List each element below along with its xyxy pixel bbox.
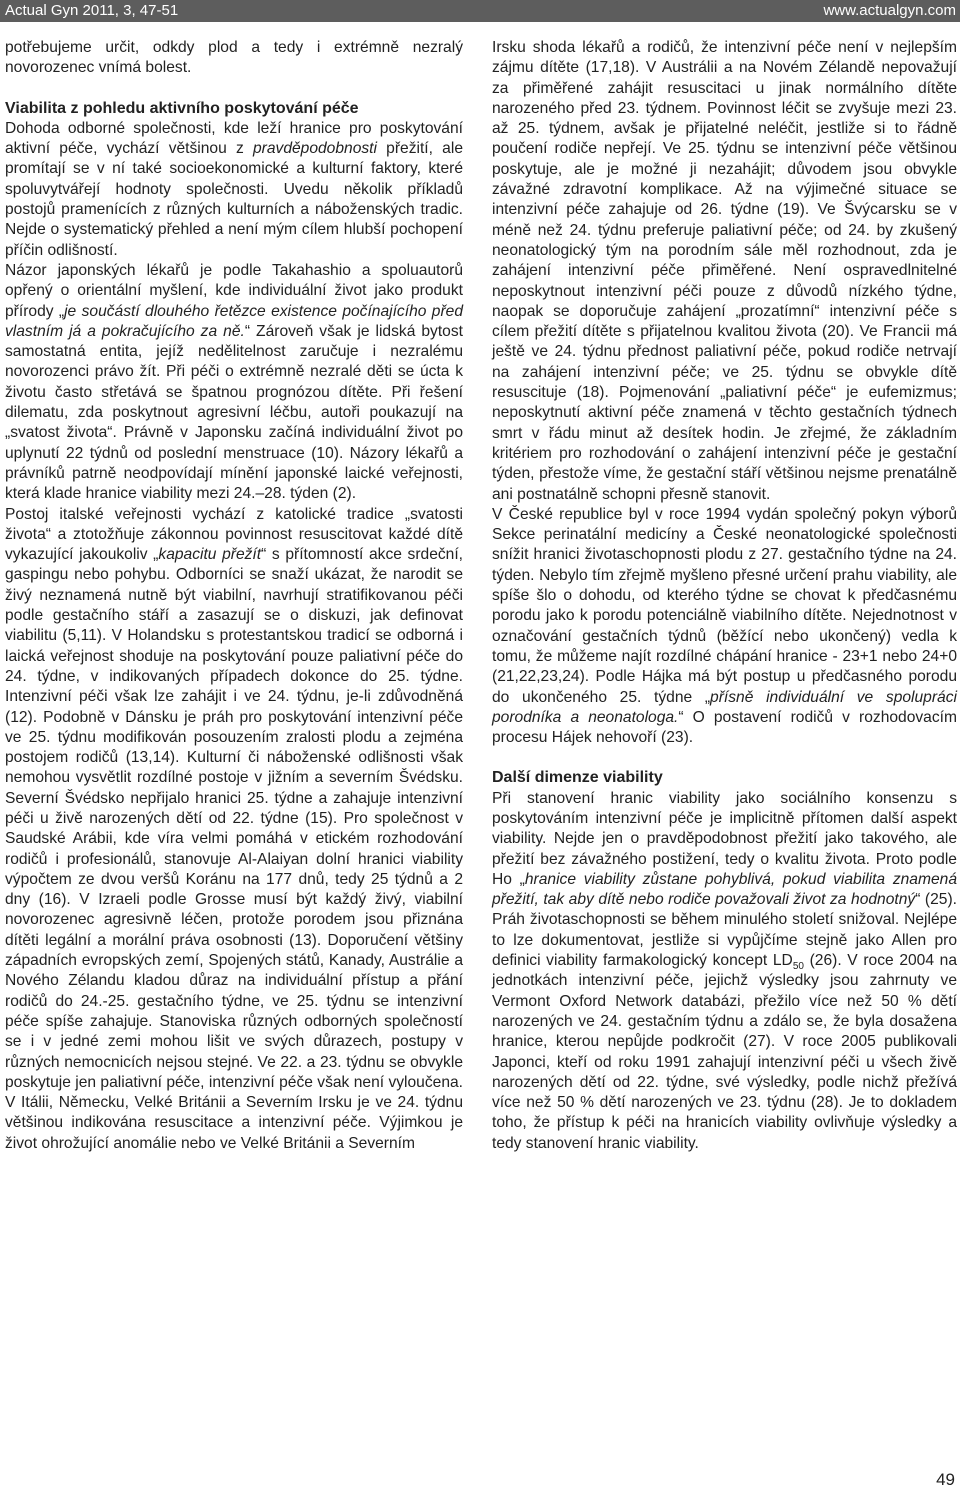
- section-heading-active-care: Viabilita z pohledu aktivního poskytování péče: [5, 99, 359, 117]
- left-column: [5, 38, 463, 1154]
- journal-citation: Actual Gyn 2011, 3, 47-51: [5, 2, 179, 19]
- paragraph-ireland-australia: Irsku shoda lékařů a rodičů, že intenzivní péče není v nejlepším zájmu dítěte (17,18). V Austrálii a na Novém Zélandě nepovažují za přiměřené zahájit resuscitaci u jinak normálního dítěte narozeného před 23. týdnem. Povinnost léčit se zvyšuje mezi 23. až 25. týdnem, avšak je přijatelné neléčit, jestliže si to řádně poučení rodiče nepřejí. Ve 25. týdnu se intenzivní péče většinou poskytuje, ale je možné ji nezahájit; důvodem jsou obvykle závažné zdravotní komplikace. Až na výjimečné situace se intenzivní péče zahajuje od 26. týdne (19). Ve Švýcarsku se v méně než 24. týdnu preferuje paliativní péče; od 24. by zkušený neonatologický tým na porodním sále měl rozhodnout, zda je zahájení intenzivní péče přiměřené. Není ospravedlnitelné neposkytnout intenzivní péči pouze z důvodů nízkého týdne, naopak se doporučuje zahájení „prozatímní“ intenzivní péče s cílem přežití dítěte s přijatelnou kvalitou života (20). Ve Francii má ještě ve 24. týdnu přednost paliativní péče, pokud rodiče netrvají na zahájení intenzivní péče; ve 25. týdnu se obvykle dítě resuscituje (18). Pojmenování „paliativní péče“ je eufemizmus; neposkytnutí aktivní péče znamená v těchto gestačních týdnech smrt v řádu minut až desítek hodin. Je zřejmé, že základním kritériem pro rozhodování o zahájení intenzivní péče je gestační týden, přestože víme, že gestační stáří většinou nejsme prenatálně ani postnatálně schopni přesně stanovit.: [492, 39, 957, 503]
- intro-paragraph: potřebujeme určit, odkdy plod a tedy i extrémně nezralý novorozenec vnímá bolest.: [5, 39, 463, 77]
- right-column: [492, 38, 957, 1154]
- section-heading-other-dimension: Další dimenze viability: [492, 769, 663, 787]
- page-number: 49: [936, 1470, 955, 1489]
- journal-website: www.actualgyn.com: [823, 2, 956, 19]
- paragraph-consensus: Dohoda odborné společnosti, kde leží hranice pro poskytování aktivní péče, vychází většinou z pravděpodobnosti přežití, ale promítají se v ní také socioekonomické a kulturní faktory, které spoluvytvářejí hodnoty společnosti. Uvedu několik příkladů postojů pramenících z různých kulturních a náboženských tradic. Nejde o systematický přehled a není mým cílem hlubší pochopení příčin odlišností.: [5, 119, 463, 259]
- paragraph-quality-of-life: Při stanovení hranic viability jako sociálního konsenzu s poskytováním intenzivní péče je implicitně přítomen další aspekt viability. Nejde jen o pravděpodobnost přežití jako takového, ale přežití bez závažného postižení, tedy o kvalitu života. Proto podle Ho „hranice viability zůstane pohyblivá, pokud viabilita znamená přežití, tak aby dítě nebo rodiče považovali život za hodnotný“ (25). Práh životaschopnosti se během minulého století snižoval. Nejlépe to lze dokumentovat, jestliže si vypůjčíme stejně jako Allen pro definici viability farmakologický koncept $LD_{50}$ (26). V roce 2004 na jednotkách intenzivní péče, jejichž výsledky jsou zahrnuty ve Vermont Oxford Network databázi, přežilo více než 50 % dětí narozených ve 24. gestačním týdnu a zdálo se, že byla dosažena hranice, kterou nepůjde podkročit (27). V roce 2005 publikovali Japonci, kteří od roku 1991 zahajují intenzivní péči u všech živě narozených dětí od 22. týdne, své výsledky, podle nichž přežívá více než 50 % dětí narozených ve 23. týdnu (28). Je to dokladem toho, že přístup k péči na hranicích viability ovlivňuje výsledky a tedy stanovení hranic viability.: [492, 789, 958, 1152]
- paragraph-italy-europe: Postoj italské veřejnosti vychází z katolické tradice „svatosti života“ a ztotožňuje zákonnou povinnost resuscitovat každé dítě vykazující jakoukoliv „kapacitu přežít“ s přítomností akce srdeční, gaspingu nebo pohybu. Odborníci se snaží ukázat, že narodit se živý neznamená nutně být viabilní, navrhují stratifikovanou péči podle gestačního stáří a zasazují se o diskuzi, jak definovat viabilitu (5,11). V Holandsku s protestantskou tradicí se odborná i laická veřejnost shoduje na poskytování pouze paliativní péče do 24. týdne, v indikovaných případech dokonce do 25. týdne. Intenzivní péči však lze zahájit i ve 24. týdnu, je-li zdůvodněná (12). Podobně v Dánsku je práh pro poskytování intenzivní péče ve 25. týdnu modifikován posouzením zralosti plodu a zejména postojem rodičů (13,14). Kulturní či náboženské odlišnosti však nemohou vysvětlit rozdílné postoje v jižním a severním Švédsku. Severní Švédsko nepřijalo hranici 25. týdne a zahajuje intenzivní péči u živě narozených dětí od 22. týdne (15). Pro společnost v Saudské Arábii, kde víra velmi pomáhá v etickém rozhodování rodičů i profesionálů, stanovuje Al-Alaiyan dolní hranici viability výpočtem ze dvou veršů Koránu na 177 dnů, tedy 25 týdnů a 2 dny (16). V Izraeli podle Grosse musí být každý živý, viabilní novorozenec agresivně léčen, protože porodem jsou přiznána dítěti legální a morální práva osobnosti (13). Doporučení většiny západních evropských zemí, Spojených států, Kanady, Austrálie a Nového Zélandu kladou důraz na individuální přístup a přání rodičů do 24.-25. gestačního týdne, ve 25. týdnu se intenzivní péče spíše zahajuje. Stanoviska různých odborných společností se i v jedné zemi mohou lišit ve svých důrazech, postupy v různých nemocnicích nejsou stejné. Ve 22. a 23. týdnu se obvykle poskytuje jen paliativní péče, intenzivní péče však není vyloučena. V Itálii, Německu, Velké Británii a Severním Irsku je ve 24. týdnu většinou indikována resuscitace a intenzivní péče. Výjimkou je život ohrožující anomálie nebo ve Velké Británii a Severním: [5, 505, 464, 1152]
- running-header: [0, 0, 960, 22]
- paragraph-czech-republic: V České republice byl v roce 1994 vydán společný pokyn výborů Sekce perinatální medicíny a České neonatologické společnosti snížit hranici životaschopnosti plodu z 27. gestačního týdne na 24. týden. Nebylo tím zřejmě myšleno přesné určení prahu viability, ale spíše šlo o dohodu, od kterého týdne se chovat k předčasnému porodu jako k porodu potenciálně viabilního dítěte. Nejednotnost v označování gestačních týdnů (běžící nebo ukončený) vedla k tomu, že můžeme najít rozdílné chápání hranice - 23+1 nebo 24+0 (21,22,23,24). Podle Hájka má být postup u předčasného porodu do ukončeného 25. týdne „přísně individuální ve spolupráci porodníka a neonatologa.“ O postavení rodičů v rozhodovacím procesu Hájek nehovoří (23).: [492, 505, 957, 747]
- paragraph-japan: Názor japonských lékařů je podle Takahashio a spoluautorů opřený o orientální myšlení, kde individuální život jako produkt přírody „je součástí dlouhého řetězce existence počínajícího před vlastním já a pokračujícího za ně.“ Zároveň však je lidská bytost samostatná entita, jejíž nedělitelnost zaručuje i nezralému novorozenci právo žít. Při péči o extrémně nezralé děti se úcta k životu často střetává se špatnou prognózou dítěte. Při řešení dilematu, zda poskytnout agresivní léčbu, autoři poukazují na „svatost života“. Právně v Japonsku začíná individuální život po uplynutí 22 týdnů od poslední menstruace (10). Názory lékařů a právníků patrně neodpovídají mínění japonské laické veřejnosti, která klade hranice viability mezi 24.–28. týden (2).: [5, 261, 463, 503]
